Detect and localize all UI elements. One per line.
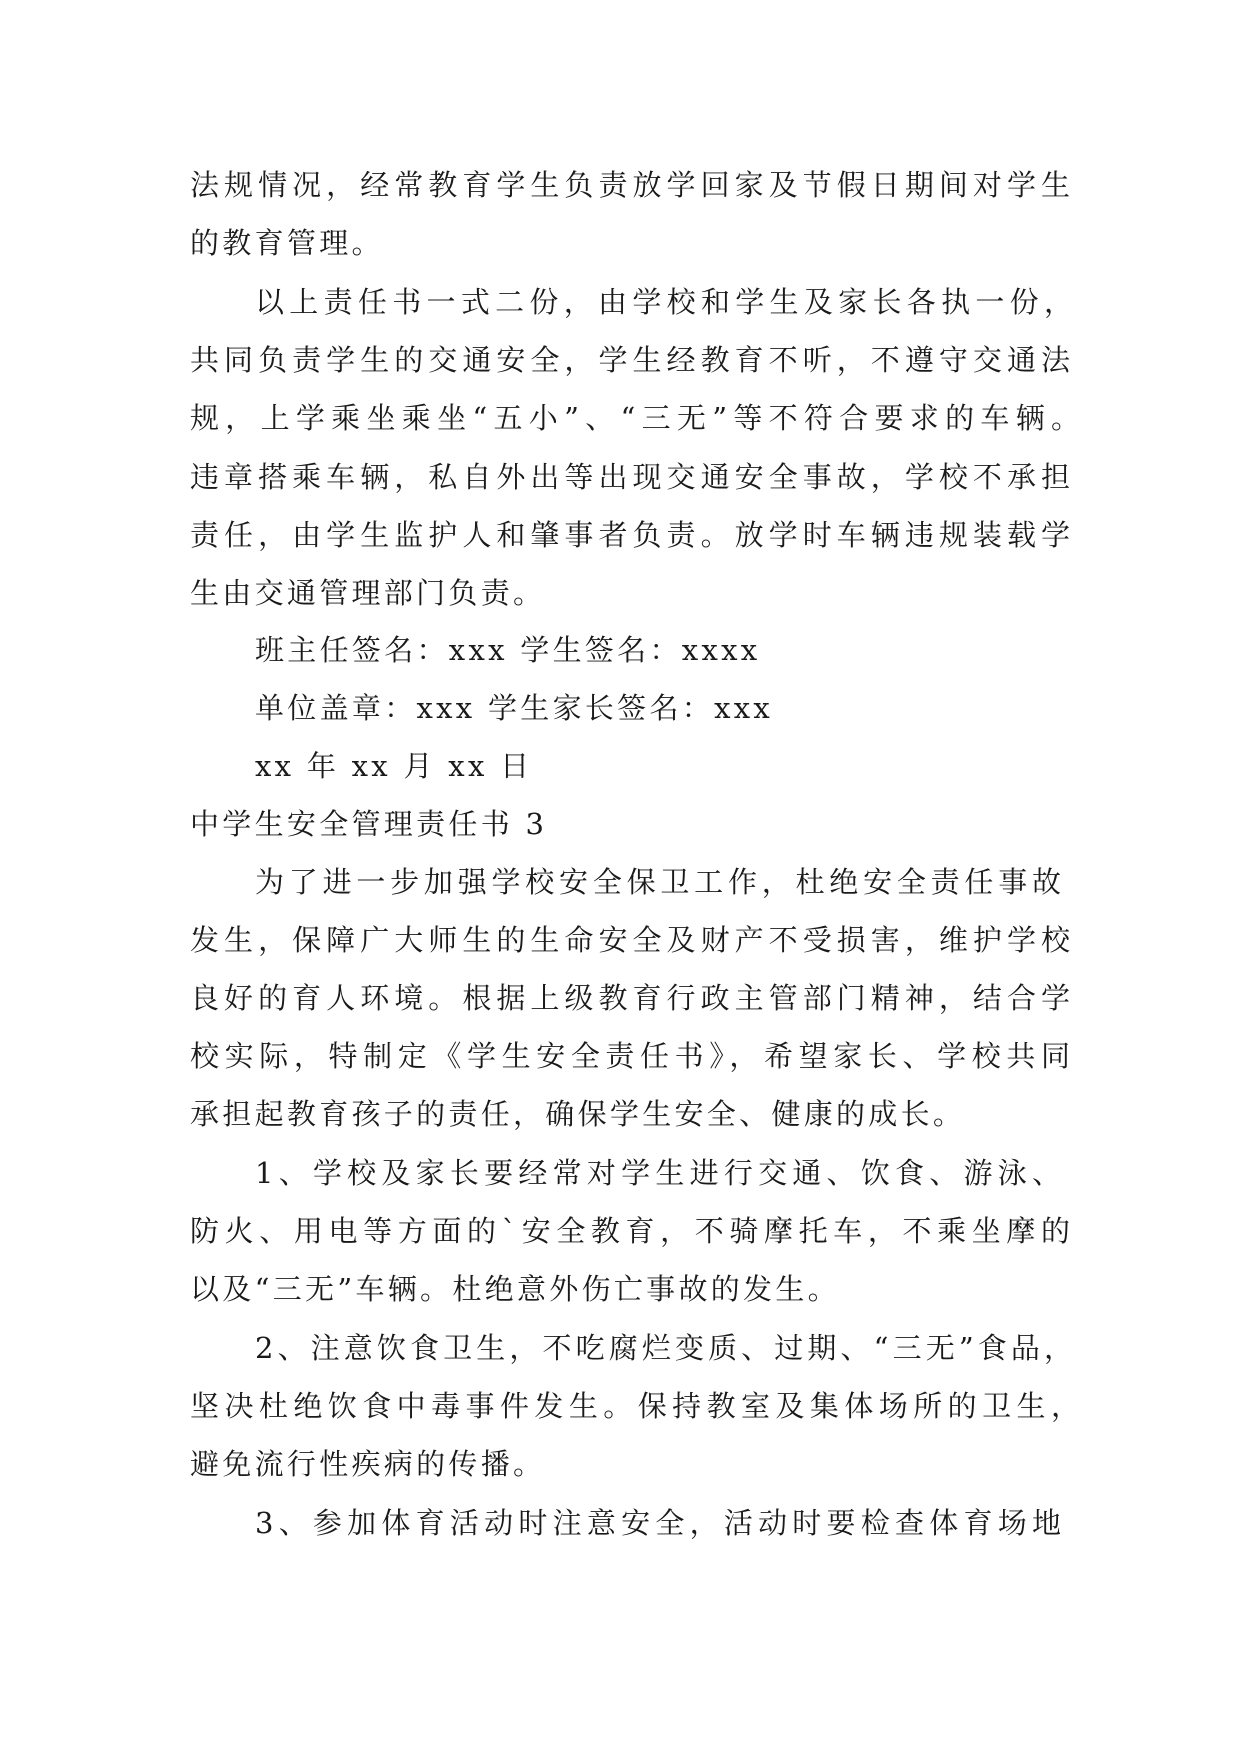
body-text-line: 法规情况，经常教育学生负责放学回家及节假日期间对学生 [190,168,1070,202]
body-text-line: 校实际，特制定《学生安全责任书》，希望家长、学校共同 [190,1039,1070,1073]
list-item-1-line: 1、学校及家长要经常对学生进行交通、饮食、游泳、 [255,1156,1061,1190]
body-text-line: 良好的育人环境。根据上级教育行政主管部门精神，结合学 [190,981,1070,1015]
body-text-line: 违章搭乘车辆，私自外出等出现交通安全事故，学校不承担 [190,460,1070,494]
date-line: xx 年 xx 月 xx 日 [255,749,533,783]
body-text-line: 以及“三无”车辆。杜绝意外伤亡事故的发生。 [190,1272,840,1306]
body-text-line: 的教育管理。 [190,226,384,260]
paragraph-first-line: 以上责任书一式二份，由学校和学生及家长各执一份， [255,285,1073,319]
signature-line-unit-parent: 单位盖章：xxx 学生家长签名：xxx [255,691,774,725]
body-text-line: 坚决杜绝饮食中毒事件发生。保持教室及集体场所的卫生， [190,1389,1080,1423]
section-title: 中学生安全管理责任书 3 [190,807,548,841]
signature-line-teacher-student: 班主任签名：xxx 学生签名：xxxx [255,633,761,667]
list-item-2-line: 2、注意饮食卫生，不吃腐烂变质、过期、“三无”食品， [255,1331,1073,1365]
body-text-line: 防火、用电等方面的`安全教育，不骑摩托车，不乘坐摩的 [190,1214,1070,1248]
body-text-line: 生由交通管理部门负责。 [190,576,546,610]
body-text-line: 承担起教育孩子的责任，确保学生安全、健康的成长。 [190,1097,966,1131]
list-item-3-line: 3、参加体育活动时注意安全，活动时要检查体育场地 [255,1506,1061,1540]
body-text-line: 发生，保障广大师生的生命安全及财产不受损害，维护学校 [190,923,1070,957]
body-text-line: 责任，由学生监护人和肇事者负责。放学时车辆违规装载学 [190,518,1070,552]
body-text-line: 避免流行性疾病的传播。 [190,1447,546,1481]
body-text-line: 规，上学乘坐乘坐“五小”、“三无”等不符合要求的车辆。 [190,401,1080,435]
paragraph-first-line: 为了进一步加强学校安全保卫工作，杜绝安全责任事故 [255,865,1061,899]
body-text-line: 共同负责学生的交通安全，学生经教育不听，不遵守交通法 [190,343,1070,377]
